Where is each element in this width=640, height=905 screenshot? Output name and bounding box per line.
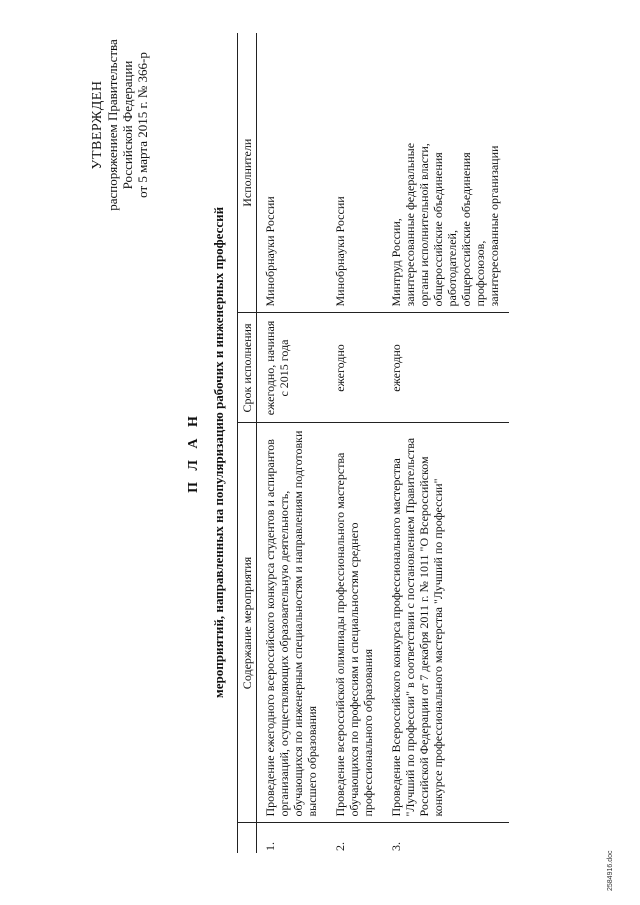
document-subtitle: мероприятий, направленных на популяризацию рабочих и инженерных профессий xyxy=(211,206,226,699)
approval-date: от 5 марта 2015 г. № 366-р xyxy=(135,52,150,198)
table-row xyxy=(383,33,509,853)
executor-line: органы исполнительной власти, xyxy=(417,143,431,307)
row-term: ежегодно, начиная с 2015 года xyxy=(257,313,328,423)
approval-heading: УТВЕРЖДЕН xyxy=(90,80,105,170)
table-row xyxy=(327,33,383,853)
row-number: 3. xyxy=(389,842,403,851)
executor-line: заинтересованные федеральные xyxy=(403,142,417,307)
row-content: Проведение ежегодного всероссийского конкурса студентов и аспирантов организаций, осуществляющих образовательную деятельность, обучающихся по инженерным специальностям и направлениям подготовки высшего образования xyxy=(257,423,328,823)
executor-line: работодателей, xyxy=(445,230,459,307)
row-content: Проведение Всероссийского конкурса профессионального мастерства "Лучший по профессии" в соответствии с постановлением Правительства Российской Федерации от 7 декабря 2011 г. № 1011 "О Всероссийском конкурсе профессионального мастерства "Лучший по профессии" xyxy=(383,423,509,823)
executor-line: Минтруд России, xyxy=(389,218,403,307)
column-header-content: Содержание мероприятия xyxy=(238,423,257,823)
row-term: ежегодно xyxy=(327,313,383,423)
executor-line: заинтересованные организации xyxy=(487,145,501,307)
file-footer: 2584916.doc xyxy=(607,850,614,891)
row-executors xyxy=(327,33,383,313)
approval-stamp xyxy=(90,25,150,225)
column-header-executors: Исполнители xyxy=(238,33,257,313)
approval-line: Российской Федерации xyxy=(120,60,135,190)
executor-line: Минобрнауки России xyxy=(333,196,347,307)
row-executors xyxy=(257,33,328,313)
table-row xyxy=(257,33,328,853)
table-header-row xyxy=(238,33,257,853)
approval-line: распоряжением Правительства xyxy=(105,39,120,211)
column-header-number xyxy=(238,823,257,853)
row-executors xyxy=(383,33,509,313)
column-header-term: Срок исполнения xyxy=(238,313,257,423)
executor-line: профсоюзов, xyxy=(473,240,487,307)
plan-table xyxy=(237,33,509,853)
executor-line: Минобрнауки России xyxy=(263,196,277,307)
executor-line: общероссийские объединения xyxy=(459,152,473,307)
row-content: Проведение всероссийской олимпиады профессионального мастерства обучающихся по профессиям и специальностям среднего профессионального образования xyxy=(327,423,383,823)
row-number: 2. xyxy=(333,842,347,851)
document-title: П Л А Н xyxy=(186,412,201,493)
executor-line: общероссийские объединения xyxy=(431,152,445,307)
row-number: 1. xyxy=(263,842,277,851)
row-term: ежегодно xyxy=(383,313,509,423)
